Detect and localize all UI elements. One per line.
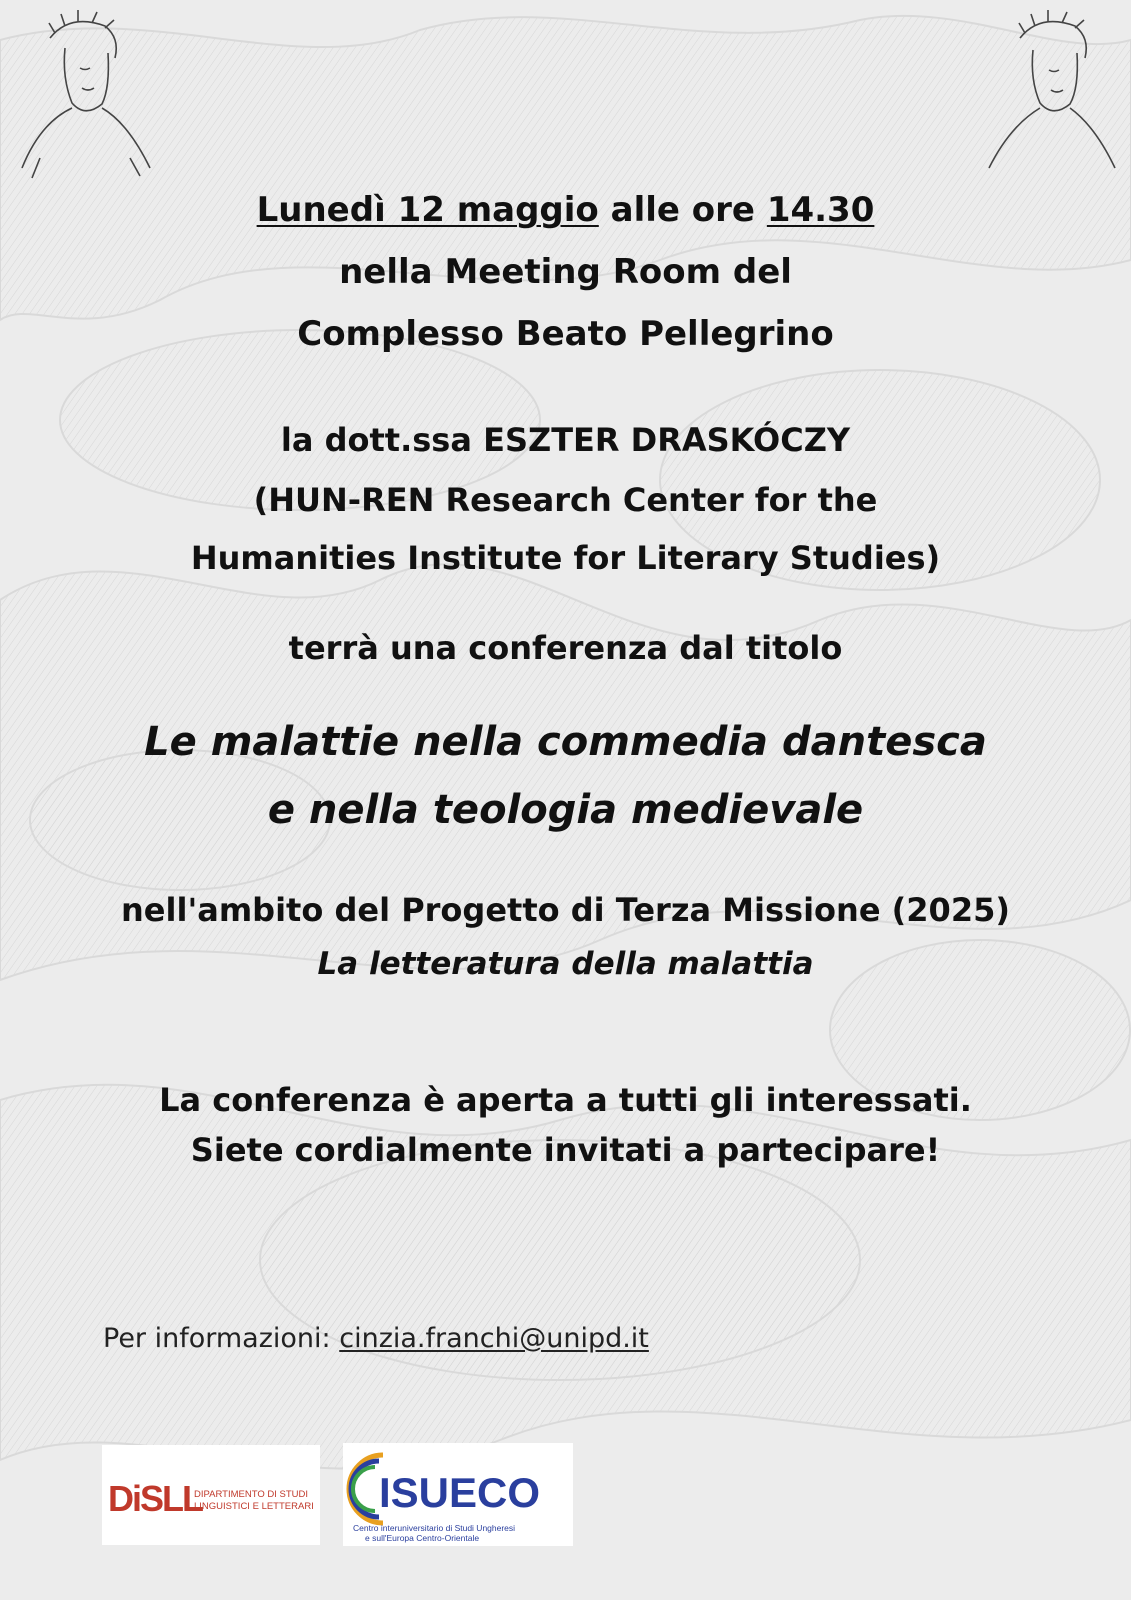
contact-info [103,1323,649,1354]
venue-line-2: Complesso Beato Pellegrino [297,314,834,354]
project-name: La letteratura della malattia [317,946,814,982]
speaker-affiliation-1: (HUN-REN Research Center for the [253,481,878,519]
event-time-prefix: alle ore [610,190,755,230]
svg-text:ISUECO: ISUECO [379,1469,541,1516]
disll-logo [102,1445,320,1545]
event-day: Lunedì 12 maggio [256,190,599,230]
contact-label: Per informazioni: [103,1323,331,1354]
talk-title-line-2: e nella teologia medievale [267,787,864,833]
speaker-affiliation-2: Humanities Institute for Literary Studies) [190,539,941,577]
talk-intro: terrà una conferenza dal titolo [288,629,843,667]
closing-line-1: La conferenza è aperta a tutti gli interessati. [159,1081,972,1119]
contact-email-link[interactable]: cinzia.franchi@unipd.it [339,1323,649,1354]
svg-text:DiSLL: DiSLL [108,1478,202,1519]
svg-text:DIPARTIMENTO DI STUDI: DIPARTIMENTO DI STUDI [194,1489,309,1500]
event-datetime [0,188,1131,232]
closing-line-2: Siete cordialmente invitati a partecipare! [190,1131,941,1169]
svg-text:LINGUISTICI E LETTERARI: LINGUISTICI E LETTERARI [194,1501,314,1512]
project-line: nell'ambito del Progetto di Terza Missione (2025) [121,891,1010,929]
venue-line-1: nella Meeting Room del [339,252,792,292]
speaker-name: la dott.ssa ESZTER DRASKÓCZY [280,421,851,459]
event-time: 14.30 [766,190,875,230]
svg-text:e sull'Europa Centro-Orientale: e sull'Europa Centro-Orientale [365,1533,480,1543]
talk-title-line-1: Le malattie nella commedia dantesca [144,719,987,765]
svg-text:Centro interuniversitario di S: Centro interuniversitario di Studi Ungheresi [353,1523,516,1533]
cisueco-logo [343,1443,573,1546]
